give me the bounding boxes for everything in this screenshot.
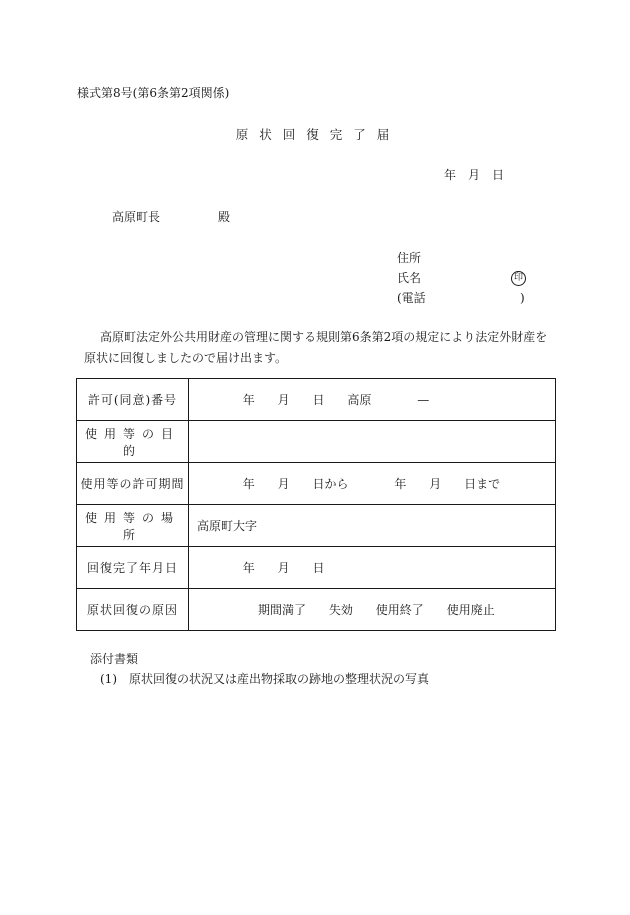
table-row — [77, 589, 556, 631]
row-label: 回復完了年月日 — [77, 547, 189, 589]
row-value — [189, 589, 556, 631]
row-value-text: 期間満了 失効 使用終了 使用廃止 — [197, 603, 495, 617]
row-value-text: 年 月 日 高原 — — [197, 393, 430, 407]
table-row — [77, 463, 556, 505]
table-row — [77, 421, 556, 463]
document-title: 原状回復完了届 — [235, 127, 401, 142]
row-label: 使用等の許可期間 — [77, 463, 189, 505]
info-table — [76, 378, 556, 631]
address-row — [397, 248, 537, 268]
phone-row — [397, 288, 537, 308]
applicant-block — [397, 248, 537, 308]
row-value — [189, 505, 556, 547]
addressee — [112, 208, 230, 225]
attachments-heading: 添付書類 — [90, 652, 139, 666]
row-value — [189, 421, 556, 463]
row-value — [189, 379, 556, 421]
row-value-text: 年 月 日から 年 月 日まで — [197, 477, 501, 491]
row-label: 原状回復の原因 — [77, 589, 189, 631]
table-row — [77, 505, 556, 547]
row-value — [189, 463, 556, 505]
attachment-item: (1) 原状回復の状況又は産出物採取の跡地の整理状況の写真 — [100, 672, 430, 686]
seal-icon: 印 — [511, 271, 526, 286]
addressee-name: 高原町長 — [112, 210, 161, 224]
phone-label: (電話 — [397, 291, 426, 305]
row-label: 使用等の場所 — [77, 505, 189, 547]
row-value-text: 高原町大字 — [197, 519, 258, 533]
phone-close: ) — [520, 291, 525, 305]
name-label: 氏名 — [397, 271, 422, 285]
name-row — [397, 268, 537, 288]
date-line: 年 月 日 — [444, 168, 505, 182]
row-value — [189, 547, 556, 589]
body-text: 高原町法定外公共用財産の管理に関する規則第6条第2項の規定により法定外財産を原状に回復しましたので届け出ます。 — [84, 330, 548, 365]
row-label: 許可(同意)番号 — [77, 379, 189, 421]
row-value-text: 年 月 日 — [197, 561, 325, 575]
row-label: 使用等の目的 — [77, 421, 189, 463]
addressee-honorific: 殿 — [218, 210, 231, 224]
table-row — [77, 547, 556, 589]
address-label: 住所 — [397, 251, 422, 265]
form-number: 様式第8号(第6条第2項関係) — [77, 86, 230, 100]
table-row — [77, 379, 556, 421]
